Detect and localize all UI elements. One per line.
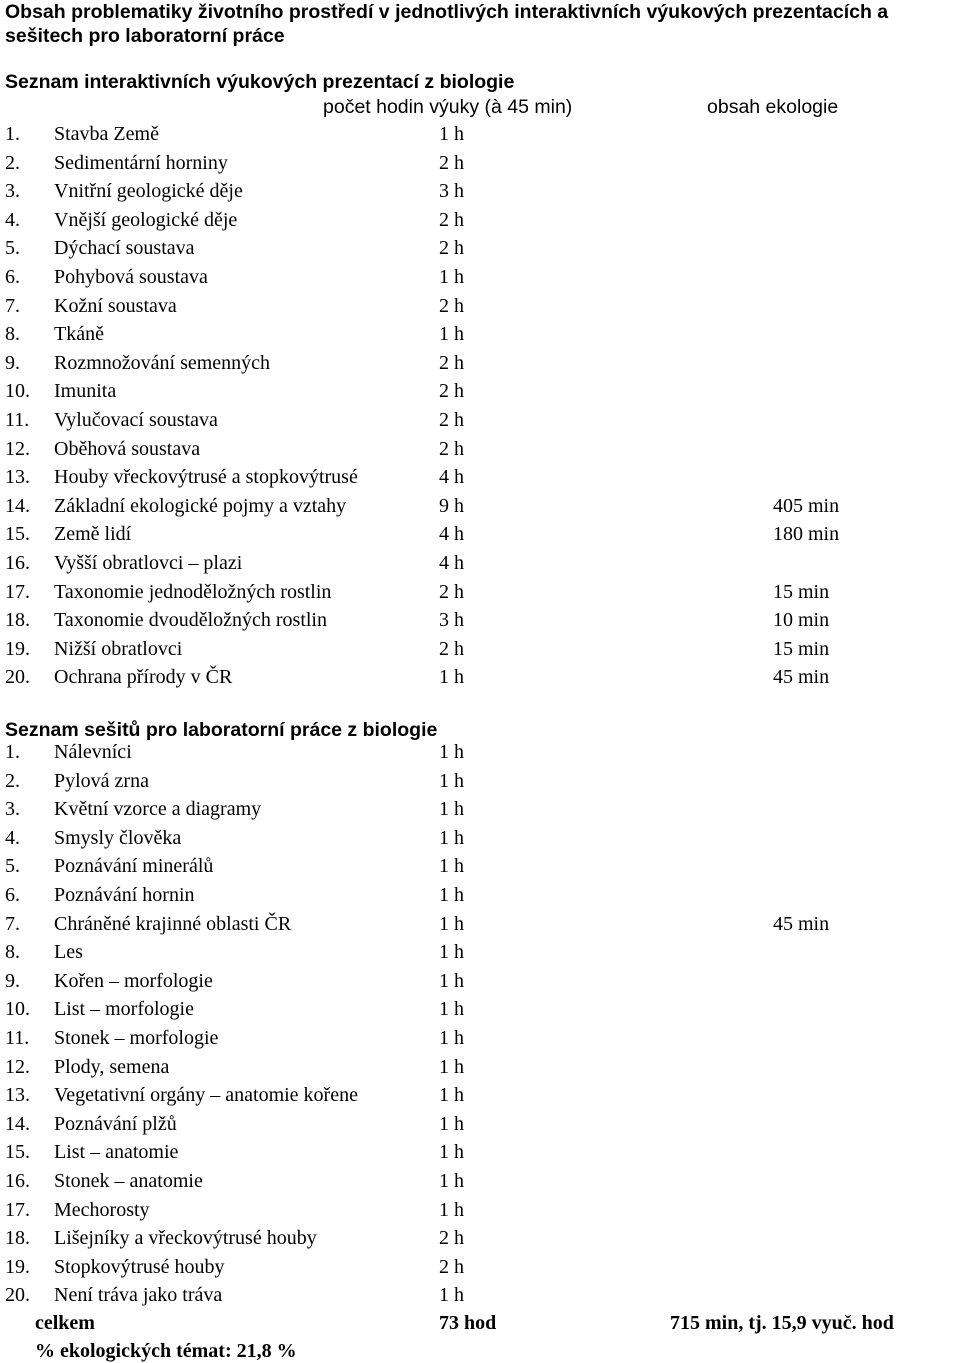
item-hours: 1 h <box>439 1198 464 1221</box>
item-name: Pohybová soustava <box>54 266 208 288</box>
item-hours: 1 h <box>439 855 464 878</box>
item-number: 6. <box>5 884 20 906</box>
list-item <box>0 523 960 551</box>
item-number: 19. <box>5 637 30 660</box>
item-hours: 2 h <box>439 437 464 460</box>
item-name: Stonek – morfologie <box>54 1027 219 1049</box>
item-number: 5. <box>5 237 20 260</box>
item-number: 11. <box>5 1027 30 1049</box>
list-item <box>0 1084 960 1112</box>
item-name: Vnější geologické děje <box>54 208 238 231</box>
item-number: 2. <box>5 769 20 792</box>
item-number: 11. <box>5 409 30 431</box>
item-name: Chráněné krajinné oblasti ČR <box>54 912 292 935</box>
item-ecology: 15 min <box>773 637 830 660</box>
item-name: Plody, semena <box>54 1055 170 1078</box>
item-ecology: 180 min <box>773 523 840 546</box>
item-hours: 2 h <box>439 1255 464 1278</box>
item-name: Poznávání minerálů <box>54 855 214 878</box>
list-item <box>0 638 960 666</box>
list-item <box>0 1056 960 1084</box>
item-hours: 4 h <box>439 552 464 574</box>
column-ecology-header: obsah ekologie <box>707 96 839 118</box>
item-hours: 1 h <box>439 969 464 992</box>
item-number: 18. <box>5 609 30 632</box>
item-name: Rozmnožování semenných <box>54 351 271 374</box>
list-item <box>0 1227 960 1255</box>
item-name: Nižší obratlovci <box>54 637 183 660</box>
list-item <box>0 180 960 208</box>
item-name: Kořen – morfologie <box>54 969 213 992</box>
item-number: 14. <box>5 494 30 517</box>
item-name: Stopkovýtrusé houby <box>54 1255 225 1278</box>
item-hours: 3 h <box>439 609 464 632</box>
item-number: 17. <box>5 1198 30 1221</box>
item-name: Smysly člověka <box>54 826 182 849</box>
list-item <box>0 266 960 294</box>
item-name: Taxonomie jednoděložných rostlin <box>54 580 332 603</box>
item-name: Sedimentární horniny <box>54 151 228 174</box>
item-name: Základní ekologické pojmy a vztahy <box>54 494 347 517</box>
list-item <box>0 380 960 408</box>
list-item <box>0 581 960 609</box>
item-name: Oběhová soustava <box>54 437 201 460</box>
item-name: Nálevníci <box>54 741 132 763</box>
item-hours: 1 h <box>439 741 464 763</box>
page-title: Obsah problematiky životního prostředí v jednotlivých interaktivních výukových prezentacích a sešitech pro laboratorní práce <box>5 1 889 47</box>
item-number: 15. <box>5 1141 30 1164</box>
item-name: Poznávání plžů <box>54 1112 177 1135</box>
item-hours: 2 h <box>439 294 464 317</box>
item-number: 8. <box>5 941 20 964</box>
item-hours: 1 h <box>439 1284 464 1307</box>
item-name: Lišejníky a vřeckovýtrusé houby <box>54 1227 317 1250</box>
item-hours: 3 h <box>439 180 464 203</box>
list-item <box>0 913 960 941</box>
item-hours: 1 h <box>439 1112 464 1135</box>
list-item <box>0 123 960 151</box>
item-name: Květní vzorce a diagramy <box>54 798 262 821</box>
item-name: Pylová zrna <box>54 769 149 792</box>
workbooks-heading: Seznam sešitů pro laboratorní práce z biologie <box>5 719 438 741</box>
list-item <box>0 323 960 351</box>
item-hours: 1 h <box>439 941 464 964</box>
item-ecology: 45 min <box>773 666 830 689</box>
item-name: Imunita <box>54 380 117 403</box>
list-item <box>0 1113 960 1141</box>
item-name: Ochrana přírody v ČR <box>54 666 233 689</box>
item-hours: 1 h <box>439 1055 464 1078</box>
list-item <box>0 770 960 798</box>
item-number: 4. <box>5 826 20 849</box>
item-number: 13. <box>5 466 30 489</box>
item-name: Taxonomie dvouděložných rostlin <box>54 609 327 632</box>
item-number: 7. <box>5 294 20 317</box>
list-item <box>0 1027 960 1055</box>
item-hours: 9 h <box>439 494 464 517</box>
total-hours: 73 hod <box>439 1312 497 1334</box>
item-name: Není tráva jako tráva <box>54 1284 223 1307</box>
item-ecology: 10 min <box>773 609 830 632</box>
item-hours: 2 h <box>439 208 464 231</box>
item-hours: 1 h <box>439 884 464 906</box>
list-item <box>0 1199 960 1227</box>
item-hours: 2 h <box>439 580 464 603</box>
item-name: Vnitřní geologické děje <box>54 180 243 203</box>
item-number: 3. <box>5 798 20 821</box>
list-item <box>0 1284 960 1312</box>
item-number: 17. <box>5 580 30 603</box>
item-number: 10. <box>5 998 30 1021</box>
item-number: 2. <box>5 151 20 174</box>
list-item <box>0 1170 960 1198</box>
presentations-heading: Seznam interaktivních výukových prezentací z biologie <box>5 71 515 93</box>
item-hours: 4 h <box>439 466 464 489</box>
list-item <box>0 352 960 380</box>
item-number: 1. <box>5 123 20 145</box>
list-item <box>0 741 960 769</box>
list-item <box>0 970 960 998</box>
list-item <box>0 827 960 855</box>
list-item <box>0 438 960 466</box>
item-hours: 2 h <box>439 351 464 374</box>
list-item <box>0 237 960 265</box>
list-item <box>0 1141 960 1169</box>
item-number: 4. <box>5 208 20 231</box>
item-number: 16. <box>5 552 30 574</box>
list-item <box>0 884 960 912</box>
item-name: Stavba Země <box>54 123 159 145</box>
list-item <box>0 295 960 323</box>
item-name: Mechorosty <box>54 1198 150 1221</box>
item-name: List – morfologie <box>54 998 194 1021</box>
item-number: 9. <box>5 969 20 992</box>
item-hours: 1 h <box>439 323 464 346</box>
item-hours: 1 h <box>439 769 464 792</box>
item-number: 1. <box>5 741 20 763</box>
list-item <box>0 152 960 180</box>
list-item <box>0 409 960 437</box>
list-item <box>0 609 960 637</box>
list-item <box>0 941 960 969</box>
total-ecology: 715 min, tj. 15,9 vyuč. hod <box>670 1312 894 1334</box>
item-number: 9. <box>5 351 20 374</box>
item-name: Stonek – anatomie <box>54 1170 203 1192</box>
list-item <box>0 466 960 494</box>
item-hours: 2 h <box>439 380 464 403</box>
list-item <box>0 1256 960 1284</box>
item-number: 15. <box>5 523 30 546</box>
item-number: 16. <box>5 1170 30 1192</box>
item-ecology: 405 min <box>773 494 840 517</box>
item-hours: 2 h <box>439 237 464 260</box>
item-number: 3. <box>5 180 20 203</box>
item-number: 10. <box>5 380 30 403</box>
item-name: Houby vřeckovýtrusé a stopkovýtrusé <box>54 466 358 489</box>
item-hours: 1 h <box>439 1084 464 1107</box>
item-hours: 1 h <box>439 1141 464 1164</box>
total-label: celkem <box>35 1312 95 1334</box>
list-item <box>0 552 960 580</box>
item-number: 7. <box>5 912 20 935</box>
item-name: Vegetativní orgány – anatomie kořene <box>54 1084 358 1107</box>
list-item <box>0 209 960 237</box>
list-item <box>0 666 960 694</box>
item-ecology: 45 min <box>773 912 830 935</box>
item-number: 8. <box>5 323 20 346</box>
item-number: 19. <box>5 1255 30 1278</box>
item-number: 13. <box>5 1084 30 1107</box>
ecology-percent: % ekologických témat: 21,8 % <box>35 1340 297 1362</box>
item-hours: 1 h <box>439 826 464 849</box>
column-hours-header: počet hodin výuky (à 45 min) <box>323 96 573 118</box>
item-name: Vyšší obratlovci – plazi <box>54 552 243 574</box>
item-hours: 1 h <box>439 912 464 935</box>
item-hours: 1 h <box>439 1027 464 1049</box>
item-name: List – anatomie <box>54 1141 179 1164</box>
item-name: Tkáně <box>54 323 104 346</box>
item-hours: 1 h <box>439 666 464 689</box>
item-hours: 1 h <box>439 798 464 821</box>
item-number: 6. <box>5 266 20 288</box>
item-hours: 2 h <box>439 637 464 660</box>
list-item <box>0 798 960 826</box>
item-hours: 4 h <box>439 523 464 546</box>
list-item <box>0 998 960 1026</box>
item-hours: 1 h <box>439 123 464 145</box>
item-name: Dýchací soustava <box>54 237 195 260</box>
item-hours: 1 h <box>439 266 464 288</box>
list-item <box>0 495 960 523</box>
list-item <box>0 855 960 883</box>
item-hours: 1 h <box>439 998 464 1021</box>
item-name: Země lidí <box>54 523 132 546</box>
item-number: 5. <box>5 855 20 878</box>
item-name: Poznávání hornin <box>54 884 195 906</box>
item-hours: 2 h <box>439 1227 464 1250</box>
item-hours: 2 h <box>439 409 464 431</box>
item-number: 12. <box>5 1055 30 1078</box>
item-number: 20. <box>5 666 30 689</box>
item-number: 12. <box>5 437 30 460</box>
item-name: Kožní soustava <box>54 294 177 317</box>
item-hours: 2 h <box>439 151 464 174</box>
item-number: 18. <box>5 1227 30 1250</box>
item-hours: 1 h <box>439 1170 464 1192</box>
item-number: 14. <box>5 1112 30 1135</box>
item-name: Les <box>54 941 83 964</box>
item-name: Vylučovací soustava <box>54 409 218 431</box>
item-ecology: 15 min <box>773 580 830 603</box>
item-number: 20. <box>5 1284 30 1307</box>
